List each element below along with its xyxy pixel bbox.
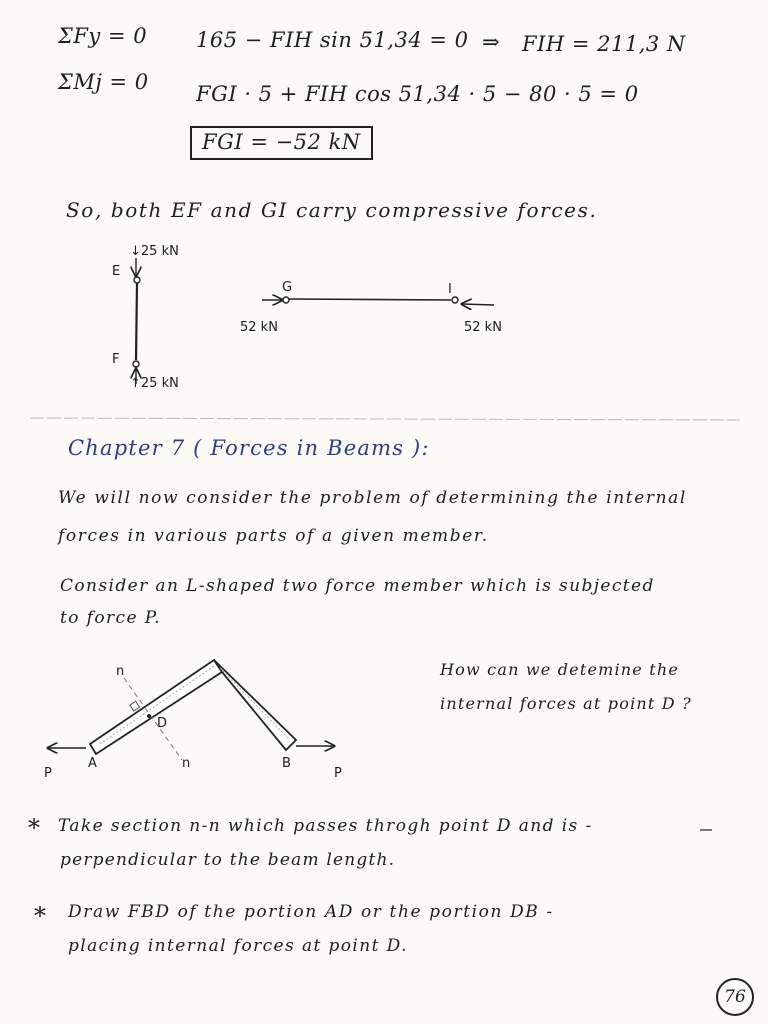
bullet-2-line-2: placing internal forces at point D. xyxy=(68,936,408,956)
consider-line-1: Consider an L-shaped two force member which is subjected xyxy=(60,576,655,596)
label-g: G xyxy=(282,280,293,295)
intro-line-2: forces in various parts of a given member. xyxy=(58,526,489,546)
member-gi-line xyxy=(289,299,451,300)
joint-e xyxy=(134,277,140,283)
label-e: E xyxy=(112,264,121,279)
bullet-2-line-1: Draw FBD of the portion AD or the portion DB - xyxy=(68,902,554,922)
beam-right-arm xyxy=(214,660,296,750)
implies-arrow: ⇒ xyxy=(482,30,501,54)
beam-label-d: D xyxy=(157,716,168,731)
member-ef-diagram xyxy=(133,258,140,384)
sum-fy-expression: 165 − FIH sin 51,34 = 0 xyxy=(196,28,469,52)
ef-top-force: ↓25 kN xyxy=(130,244,179,259)
label-i: I xyxy=(448,282,452,297)
l-shaped-beam xyxy=(48,660,334,760)
intro-line-1: We will now consider the problem of determining the internal xyxy=(58,488,687,508)
gi-right-arrow xyxy=(462,304,494,305)
member-gi-diagram xyxy=(262,297,494,305)
gi-right-force: 52 kN xyxy=(464,320,502,335)
beam-label-n-bottom: n xyxy=(182,756,191,771)
bullet-marker: * xyxy=(28,814,40,842)
fgi-result-box: FGI = −52 kN xyxy=(190,126,373,160)
fih-result: FIH = 211,3 N xyxy=(522,32,686,56)
point-d-dot xyxy=(147,714,151,718)
joint-i xyxy=(452,297,458,303)
question-line-1: How can we detemine the xyxy=(440,660,680,679)
beam-label-p-left: P xyxy=(44,766,52,781)
bullet-1-line-1: Take section n-n which passes throgh point D and is - xyxy=(58,816,593,836)
page-number: 76 xyxy=(716,978,754,1016)
label-f: F xyxy=(112,352,120,367)
beam-label-n-top: n xyxy=(116,664,125,679)
beam-left-arm xyxy=(90,660,222,754)
beam-label-p-right: P xyxy=(334,766,342,781)
right-angle-mark xyxy=(130,701,140,711)
bullet-marker: * xyxy=(34,902,46,930)
ef-bottom-force: ↑25 kN xyxy=(130,376,179,391)
beam-label-a: A xyxy=(88,756,97,771)
joint-g xyxy=(283,297,289,303)
bullet-1-line-2: perpendicular to the beam length. xyxy=(60,850,396,870)
consider-line-2: to force P. xyxy=(60,608,161,628)
chapter-title: Chapter 7 ( Forces in Beams ): xyxy=(68,436,430,460)
member-ef-line xyxy=(136,283,137,360)
sum-mj-expression: FGI · 5 + FIH cos 51,34 · 5 − 80 · 5 = 0 xyxy=(196,82,639,106)
gi-left-force: 52 kN xyxy=(240,320,278,335)
sum-fy-label: ΣFy = 0 xyxy=(58,24,148,48)
question-line-2: internal forces at point D ? xyxy=(440,694,692,713)
conclusion-text: So, both EF and GI carry compressive forces. xyxy=(66,198,598,222)
beam-label-b: B xyxy=(282,756,291,771)
joint-f xyxy=(133,361,139,367)
sum-mj-label: ΣMj = 0 xyxy=(58,70,149,94)
section-divider xyxy=(30,418,740,420)
